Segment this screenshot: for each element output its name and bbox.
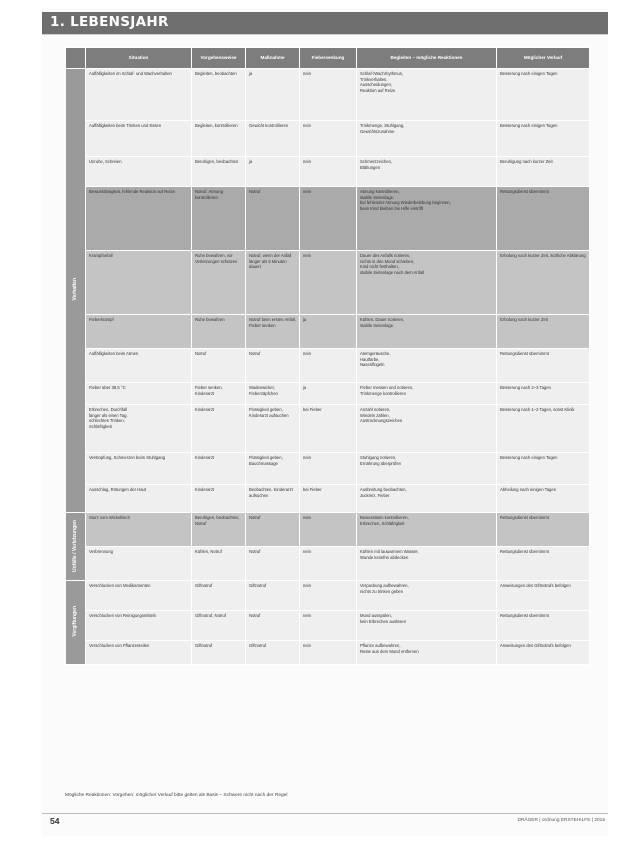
- cell-line: Windeln zählen,: [360, 412, 390, 418]
- header-cell: Vorgehensweise: [192, 48, 246, 69]
- table-cell: [300, 513, 357, 547]
- table-cell: [246, 315, 300, 349]
- cell-line: Giftnotruf: [249, 583, 267, 588]
- title-rule: [42, 34, 608, 35]
- category-cell: [66, 69, 86, 513]
- cell-line: nein: [303, 549, 311, 554]
- cell-line: Beobachten, Kinderarzt aufsuchen: [249, 487, 293, 498]
- table-cell: [497, 405, 590, 453]
- table-cell: [300, 69, 357, 121]
- cell-line: Verschlucken von Medikamenten: [89, 583, 151, 588]
- category-label: Unfälle / Verletzungen: [72, 519, 79, 572]
- table-cell: [357, 69, 497, 121]
- cell-line: Auffälligkeiten beim Trinken und Essen: [89, 123, 162, 128]
- cell-line: Unruhe, Schreien: [89, 159, 122, 164]
- table-cell: [86, 485, 192, 513]
- cell-line: Flüssigkeit geben, Kinderarzt aufsuchen: [249, 407, 289, 418]
- table-cell: [86, 121, 192, 157]
- cell-line: nein: [303, 159, 311, 164]
- cell-line: Notruf, Atmung kontrollieren: [195, 189, 223, 200]
- cell-line: Atmung kontrollieren,: [360, 189, 400, 194]
- table-cell: [357, 611, 497, 641]
- table-cell: [246, 611, 300, 641]
- cell-line: Verstopfung, Schmerzen beim Stuhlgang: [89, 455, 166, 460]
- table-cell: [192, 453, 246, 485]
- cell-line: Giftnotruf: [195, 583, 213, 588]
- cell-line: Blähungen: [360, 164, 381, 170]
- table-cell: [357, 121, 497, 157]
- table-cell: [86, 315, 192, 349]
- cell-line: Erholung nach kurzer Zeit: [500, 317, 548, 322]
- cell-line: Begleiten, kontrollieren: [195, 123, 238, 128]
- table-cell: [357, 453, 497, 485]
- table-row: [66, 121, 590, 157]
- table-cell: [497, 121, 590, 157]
- table-cell: [300, 581, 357, 611]
- cell-line: Auffälligkeiten beim Atmen: [89, 351, 139, 356]
- table-cell: [497, 485, 590, 513]
- table-cell: [86, 69, 192, 121]
- cell-line: Gewicht kontrollieren: [249, 123, 289, 128]
- cell-line: Besserung nach einigen Tagen: [500, 123, 558, 128]
- cell-line: stabile Seitenlage: [360, 322, 394, 328]
- table-row: [66, 611, 590, 641]
- table-cell: [300, 157, 357, 187]
- table-cell: [246, 383, 300, 405]
- cell-line: Besserung nach einigen Tagen: [500, 71, 558, 76]
- cell-line: Notruf: [249, 515, 261, 520]
- header-cell: Maßnahme: [246, 48, 300, 69]
- cell-line: Flüssigkeit geben, Bauchmassage: [249, 455, 283, 466]
- table-cell: [246, 581, 300, 611]
- table-cell: [497, 69, 590, 121]
- table-cell: [357, 513, 497, 547]
- cell-line: Trinkmenge kontrollieren: [360, 390, 406, 396]
- table-row: [66, 547, 590, 581]
- publisher-line: DRÄGER | ordnung ERSTEHILFE | 2015: [517, 818, 605, 823]
- table-cell: [497, 641, 590, 665]
- cell-line: Verschlucken von Reinigungsmitteln: [89, 613, 157, 618]
- cell-line: Juckreiz, Fieber: [360, 492, 390, 498]
- table-cell: [300, 121, 357, 157]
- cell-line: Erbrechen, Durchfall: [89, 407, 128, 412]
- cell-line: schlechtes Trinken,: [89, 418, 125, 424]
- cell-line: Notruf: [249, 613, 261, 618]
- table-cell: [192, 251, 246, 315]
- table-cell: [192, 157, 246, 187]
- table-cell: [246, 187, 300, 251]
- cell-line: kein Erbrechen auslösen: [360, 618, 407, 624]
- cell-line: Trinkmenge, Stuhlgang,: [360, 123, 405, 128]
- table-cell: [357, 315, 497, 349]
- cell-line: Besserung nach 1–2 Tagen, sonst Klinik: [500, 407, 575, 412]
- cell-line: Rettungsdienst übernimmt: [500, 515, 549, 520]
- cell-line: Pflanze aufbewahren,: [360, 643, 401, 648]
- cell-line: Gewichtszunahme: [360, 128, 395, 134]
- table-cell: [86, 453, 192, 485]
- cell-line: Ernährung überprüfen: [360, 460, 401, 466]
- table-row: [66, 315, 590, 349]
- cell-line: ja: [249, 71, 253, 76]
- cell-line: nein: [303, 613, 311, 618]
- cell-line: nein: [303, 189, 311, 194]
- table-cell: [86, 547, 192, 581]
- table-row: [66, 485, 590, 513]
- cell-line: Fieber messen und notieren,: [360, 385, 414, 390]
- table-cell: [300, 405, 357, 453]
- cell-line: Nasenflügeln: [360, 362, 385, 368]
- cell-line: Fieberkrampf: [89, 317, 114, 322]
- cell-line: bei Fieber: [303, 487, 322, 492]
- table-cell: [192, 69, 246, 121]
- table-cell: [192, 121, 246, 157]
- cell-line: ja: [303, 317, 307, 322]
- table-cell: [246, 453, 300, 485]
- cell-line: Kind nicht festhalten,: [360, 264, 399, 270]
- cell-line: Stuhlgang notieren,: [360, 455, 397, 460]
- cell-line: Kühlen, Dauer notieren,: [360, 317, 405, 322]
- cell-line: Notruf: [249, 189, 261, 194]
- cell-line: Anzahl notieren,: [360, 407, 391, 412]
- cell-line: Ruhe bewahren, vor Verletzungen schützen: [195, 253, 238, 264]
- table-cell: [86, 405, 192, 453]
- table-cell: [497, 453, 590, 485]
- cell-line: Trinkverhalten,: [360, 76, 388, 82]
- table-cell: [300, 349, 357, 383]
- cell-line: Bewusstlosigkeit, fehlende Reaktion auf Reize: [89, 189, 175, 194]
- cell-line: Notruf: [249, 351, 261, 356]
- cell-line: Bewusstsein kontrollieren,: [360, 515, 409, 520]
- table-cell: [246, 251, 300, 315]
- table-cell: [192, 581, 246, 611]
- header-cell: Fiebersenkung: [300, 48, 357, 69]
- table-cell: [246, 349, 300, 383]
- cell-line: nichts in den Mund schieben,: [360, 258, 415, 264]
- cell-line: Ausschlag, Rötungen der Haut: [89, 487, 147, 492]
- table-cell: [497, 349, 590, 383]
- cell-line: Atemgeräusche,: [360, 351, 391, 356]
- table-cell: [300, 383, 357, 405]
- table-cell: [246, 513, 300, 547]
- table-cell: [192, 187, 246, 251]
- table-header-row: [66, 48, 590, 69]
- cell-line: Wadenwickel, Fieberzäpfchen: [249, 385, 278, 396]
- table-row: [66, 453, 590, 485]
- cell-line: Schläfrigkeit: [89, 423, 112, 429]
- table-cell: [86, 513, 192, 547]
- cell-line: stabile Seitenlage,: [360, 194, 395, 200]
- cell-line: bei fehlender Atmung Wiederbelebung beginnen,: [360, 200, 451, 206]
- header-spacer: [66, 48, 86, 69]
- table-cell: [192, 513, 246, 547]
- cell-line: Kinderarzt: [195, 455, 215, 460]
- table-cell: [357, 485, 497, 513]
- cell-line: Fieber senken, Kinderarzt: [195, 385, 223, 396]
- cell-line: Rettungsdienst übernimmt: [500, 613, 549, 618]
- category-label: Vergiftungen: [72, 606, 79, 637]
- cell-line: nein: [303, 71, 311, 76]
- table-cell: [86, 349, 192, 383]
- table-cell: [246, 547, 300, 581]
- table-cell: [357, 157, 497, 187]
- category-cell: [66, 581, 86, 665]
- cell-line: Kühlen, Notruf: [195, 549, 222, 554]
- cell-line: Notruf: [195, 351, 207, 356]
- table-cell: [357, 187, 497, 251]
- cell-line: Krampfanfall: [89, 253, 113, 258]
- cell-line: Beruhigung nach kurzer Zeit: [500, 159, 553, 164]
- cell-line: Schlaf-/Wachrhythmus,: [360, 71, 404, 76]
- cell-line: Ausbreitung beobachten,: [360, 487, 407, 492]
- table-cell: [300, 315, 357, 349]
- cell-line: Beruhigen, beobachten, Notruf: [195, 515, 240, 526]
- table-row: [66, 157, 590, 187]
- cell-line: Kühlen mit lauwarmem Wasser,: [360, 549, 419, 554]
- cell-line: Ausscheidungen,: [360, 82, 393, 88]
- cell-line: stabile Seitenlage nach dem Anfall: [360, 269, 425, 275]
- cell-line: Besserung nach einigen Tagen: [500, 455, 558, 460]
- table-cell: [300, 547, 357, 581]
- cell-line: beim Kind bleiben bis Hilfe eintrifft: [360, 205, 424, 211]
- cell-line: Verpackung aufbewahren,: [360, 583, 409, 588]
- cell-line: länger als einen Tag,: [89, 412, 128, 418]
- cell-line: nein: [303, 253, 311, 258]
- table-row: [66, 405, 590, 453]
- header-cell: Situation: [86, 48, 192, 69]
- table-body: [66, 69, 590, 665]
- cell-line: Notruf: [249, 549, 261, 554]
- cell-line: Begleiten, beobachten: [195, 71, 237, 76]
- table-cell: [246, 641, 300, 665]
- header-cell: Begleiten – mögliche Reaktionen: [357, 48, 497, 69]
- table-cell: [192, 485, 246, 513]
- page-number: 54: [50, 816, 60, 826]
- table-row: [66, 251, 590, 315]
- table-row: [66, 187, 590, 251]
- cell-line: nein: [303, 583, 311, 588]
- cell-line: Sturz vom Wickeltisch: [89, 515, 130, 520]
- table-cell: [357, 251, 497, 315]
- category-label: Verhalten: [72, 278, 79, 301]
- cell-line: Kinderarzt: [195, 407, 215, 412]
- cell-line: Verschlucken von Pflanzenteilen: [89, 643, 150, 648]
- footer-rule: [42, 813, 608, 814]
- cell-line: Wunde keimfrei abdecken: [360, 554, 409, 560]
- table-cell: [192, 405, 246, 453]
- cell-line: nein: [303, 123, 311, 128]
- cell-line: nichts zu trinken geben: [360, 588, 404, 594]
- table-cell: [192, 315, 246, 349]
- cell-line: Schmerzzeichen,: [360, 159, 393, 164]
- cell-line: Anweisungen des Giftnotrufs befolgen: [500, 583, 571, 588]
- cell-line: Fieber über 38,5 °C: [89, 385, 126, 390]
- cell-line: Reaktion auf Reize: [360, 87, 396, 93]
- cell-line: Giftnotruf: [249, 643, 267, 648]
- table-cell: [300, 187, 357, 251]
- cell-line: nein: [303, 351, 311, 356]
- cell-line: Austrocknungszeichen: [360, 418, 403, 424]
- cell-line: Anweisungen des Giftnotrufs befolgen: [500, 643, 571, 648]
- table-cell: [300, 641, 357, 665]
- cell-line: Giftnotruf, Notruf: [195, 613, 226, 618]
- cell-line: Rettungsdienst übernimmt: [500, 549, 549, 554]
- table-cell: [246, 485, 300, 513]
- cell-line: ja: [303, 385, 307, 390]
- cell-line: Rettungsdienst übernimmt: [500, 189, 549, 194]
- table-cell: [86, 383, 192, 405]
- table-cell: [357, 405, 497, 453]
- table-cell: [86, 641, 192, 665]
- cell-line: Mund ausspülen,: [360, 613, 392, 618]
- cell-line: Beruhigen, beobachten: [195, 159, 239, 164]
- table-cell: [357, 349, 497, 383]
- table-cell: [497, 315, 590, 349]
- table-cell: [192, 383, 246, 405]
- cell-line: Hautfarbe,: [360, 356, 380, 362]
- cell-line: nein: [303, 643, 311, 648]
- cell-line: Giftnotruf: [195, 643, 213, 648]
- table-cell: [192, 641, 246, 665]
- table-cell: [300, 485, 357, 513]
- table-cell: [497, 251, 590, 315]
- table-cell: [497, 581, 590, 611]
- table-row: [66, 513, 590, 547]
- table-row: [66, 349, 590, 383]
- cell-line: Auffälligkeiten im Schlaf- und Wachverhalten: [89, 71, 172, 76]
- cell-line: Ruhe bewahren: [195, 317, 225, 322]
- table-cell: [357, 581, 497, 611]
- table-cell: [497, 157, 590, 187]
- table-cell: [86, 251, 192, 315]
- cell-line: Verbrennung: [89, 549, 113, 554]
- cell-line: Notruf, wenn der Anfall länger als 5 Minuten dauert: [249, 253, 292, 270]
- table-cell: [497, 383, 590, 405]
- page-title: 1. LEBENSJAHR: [50, 14, 169, 30]
- category-cell: [66, 513, 86, 581]
- cell-line: Notruf beim ersten Anfall, Fieber senken: [249, 317, 297, 328]
- cell-line: Abheilung nach einigen Tagen: [500, 487, 557, 492]
- cell-line: ja: [249, 159, 253, 164]
- cell-line: nein: [303, 515, 311, 520]
- table-cell: [357, 547, 497, 581]
- table-cell: [300, 251, 357, 315]
- table-cell: [246, 121, 300, 157]
- table-cell: [357, 641, 497, 665]
- table-legend: Mögliche Reaktionen: Vorgehen: möglicher Verlauf bitte gelten als Basis – Schwere nicht nach der Regel: [65, 793, 288, 798]
- cell-line: Reste aus dem Mund entfernen: [360, 648, 419, 654]
- table-cell: [86, 611, 192, 641]
- table-row: [66, 383, 590, 405]
- cell-line: Erholung nach kurzer Zeit, ärztliche Abklärung: [500, 253, 586, 258]
- cell-line: Dauer des Anfalls notieren,: [360, 253, 411, 258]
- table-cell: [192, 611, 246, 641]
- cell-line: Erbrechen, Schläfrigkeit: [360, 520, 405, 526]
- table-cell: [86, 157, 192, 187]
- table-cell: [497, 547, 590, 581]
- first-aid-table: [65, 47, 590, 665]
- header-cell: Möglicher Verlauf: [497, 48, 590, 69]
- table-cell: [300, 453, 357, 485]
- table-cell: [497, 513, 590, 547]
- table-row: [66, 69, 590, 121]
- table-row: [66, 641, 590, 665]
- table-cell: [86, 187, 192, 251]
- table-cell: [192, 349, 246, 383]
- cell-line: Besserung nach 2–3 Tagen: [500, 385, 551, 390]
- table-cell: [246, 69, 300, 121]
- table-row: [66, 581, 590, 611]
- table-cell: [86, 581, 192, 611]
- table-cell: [246, 157, 300, 187]
- table-cell: [357, 383, 497, 405]
- table-cell: [192, 547, 246, 581]
- cell-line: Kinderarzt: [195, 487, 215, 492]
- cell-line: nein: [303, 455, 311, 460]
- table-cell: [497, 611, 590, 641]
- table-cell: [497, 187, 590, 251]
- table-cell: [300, 611, 357, 641]
- cell-line: bei Fieber: [303, 407, 322, 412]
- table-cell: [246, 405, 300, 453]
- cell-line: Rettungsdienst übernimmt: [500, 351, 549, 356]
